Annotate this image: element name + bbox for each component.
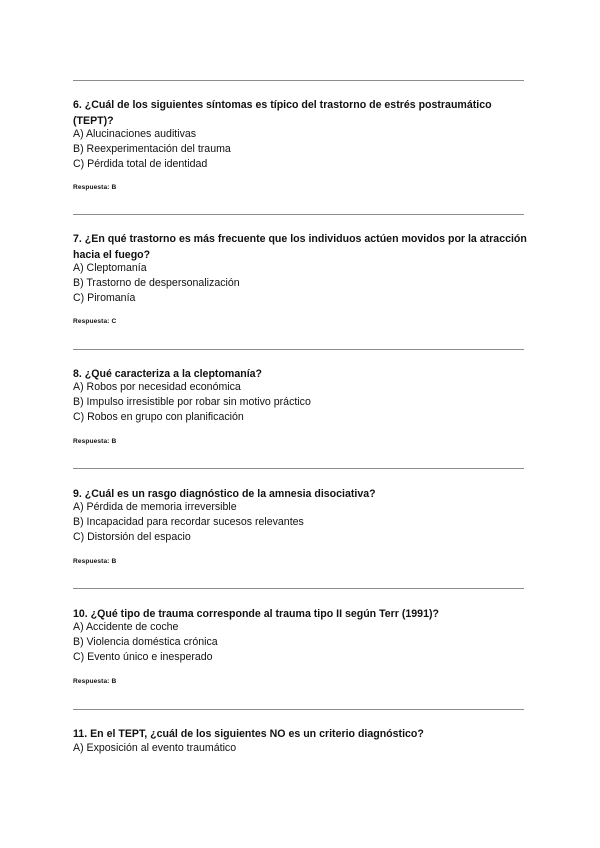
question-6-text: 6. ¿Cuál de los siguientes síntomas es típico del trastorno de estrés postraumático (TEPT)?	[73, 99, 492, 127]
divider	[73, 709, 524, 710]
question-9-option-c: C) Distorsión del espacio	[73, 531, 191, 543]
question-10-option-a: A) Accidente de coche	[73, 621, 179, 633]
question-7-options	[73, 261, 528, 306]
question-9-answer: Respuesta: B	[73, 558, 117, 565]
question-8-options	[73, 380, 528, 425]
divider	[73, 468, 524, 469]
question-9-options	[73, 500, 528, 545]
question-8-option-c: C) Robos en grupo con planificación	[73, 411, 244, 423]
question-9-option-a: A) Pérdida de memoria irreversible	[73, 501, 237, 513]
divider	[73, 349, 524, 350]
question-6-option-b: B) Reexperimentación del trauma	[73, 143, 231, 155]
question-8-option-a: A) Robos por necesidad económica	[73, 381, 241, 393]
question-6-option-c: C) Pérdida total de identidad	[73, 158, 208, 170]
question-7-option-b: B) Trastorno de despersonalización	[73, 277, 240, 289]
question-9-text: 9. ¿Cuál es un rasgo diagnóstico de la amnesia disociativa?	[73, 488, 376, 500]
divider	[73, 588, 524, 589]
question-6-options	[73, 127, 528, 172]
question-11-text: 11. En el TEPT, ¿cuál de los siguientes NO es un criterio diagnóstico?	[73, 728, 424, 740]
question-10-option-c: C) Evento único e inesperado	[73, 651, 213, 663]
question-11-options	[73, 741, 528, 756]
question-10-option-b: B) Violencia doméstica crónica	[73, 636, 218, 648]
question-11-option-a: A) Exposición al evento traumático	[73, 742, 237, 754]
question-8-text: 8. ¿Qué caracteriza a la cleptomanía?	[73, 368, 263, 380]
question-7-text: 7. ¿En qué trastorno es más frecuente que los individuos actúen movidos por la atracción hacia el fuego?	[73, 233, 527, 261]
question-7-option-a: A) Cleptomanía	[73, 262, 147, 274]
question-8-option-b: B) Impulso irresistible por robar sin motivo práctico	[73, 396, 311, 408]
question-6-answer: Respuesta: B	[73, 184, 117, 191]
question-6-option-a: A) Alucinaciones auditivas	[73, 128, 197, 140]
question-9-option-b: B) Incapacidad para recordar sucesos relevantes	[73, 516, 304, 528]
question-7-answer: Respuesta: C	[73, 318, 117, 325]
question-8-answer: Respuesta: B	[73, 438, 117, 445]
divider	[73, 80, 524, 81]
question-10-text: 10. ¿Qué tipo de trauma corresponde al trauma tipo II según Terr (1991)?	[73, 608, 439, 620]
question-7-option-c: C) Piromanía	[73, 292, 136, 304]
question-10-answer: Respuesta: B	[73, 678, 117, 685]
divider	[73, 214, 524, 215]
question-10-options	[73, 620, 528, 665]
